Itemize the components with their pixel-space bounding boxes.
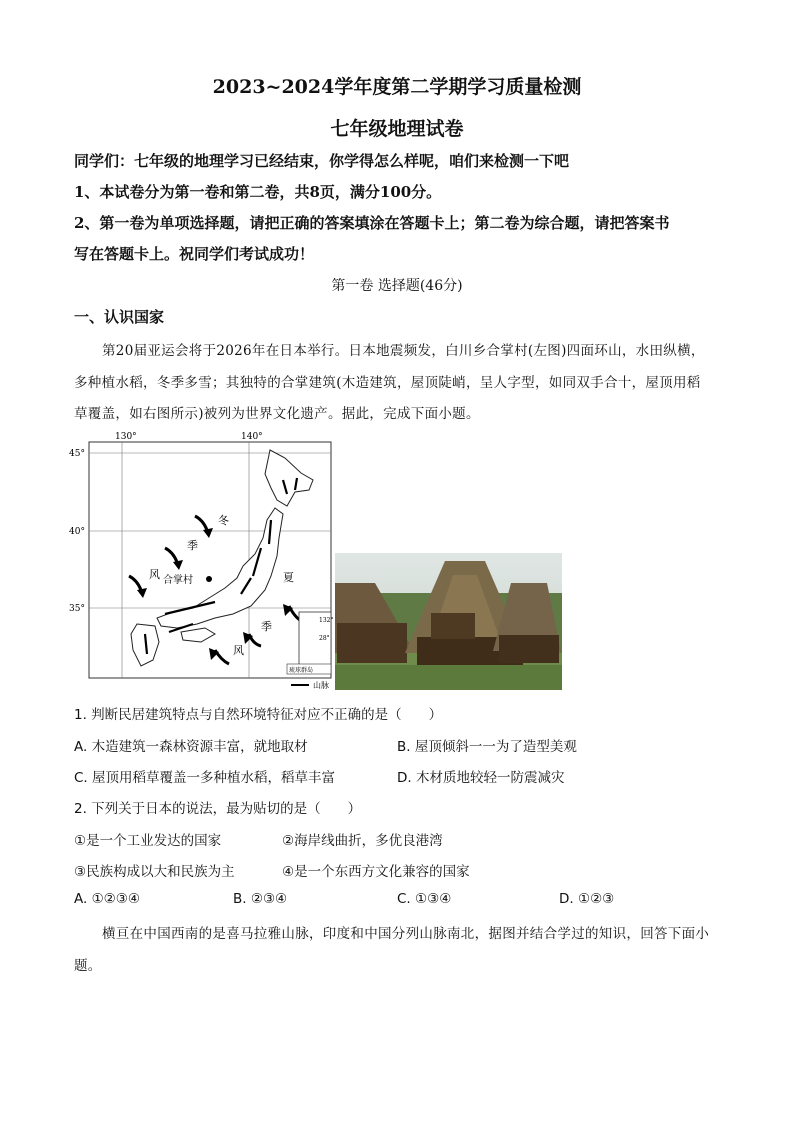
wind-label-winter-1: 冬 [218,514,229,527]
question-2-stem: 2. 下列关于日本的说法，最为贴切的是（ ） [74,801,362,817]
question-2-option-c[interactable]: C. ①③④ [397,891,452,907]
inset-label-132: 132° [319,617,333,624]
intro-greeting: 同学们：七年级的地理学习已经结束，你学得怎么样呢，咱们来检测一下吧 [74,152,570,170]
wind-label-summer-2: 季 [261,620,272,633]
legend-mountain-label: 山脉 [313,681,329,690]
wind-label-summer-3: 风 [233,644,244,657]
wind-label-summer-1: 夏 [283,571,294,584]
question-1-stem: 1. 判断民居建筑特点与自然环境特征对应不正确的是（ ） [74,707,443,723]
exam-subtitle: 七年级地理试卷 [330,118,464,140]
intro-note-1: 1、本试卷分为第一卷和第二卷，共8页，满分100分。 [74,183,442,201]
lon-label-130: 130° [115,432,137,442]
inset-label-28: 28° [319,635,330,642]
passage-1-line-3: 草覆盖，如右图所示)被列为世界文化遗产。据此，完成下面小题。 [74,406,480,422]
passage-1-line-2: 多种植水稻，冬季多雪；其独特的合掌建筑(木造建筑，屋顶陡峭，呈人字型，如同双手合十，屋顶用稻 [74,375,701,391]
passage-1-line-1: 第20届亚运会将于2026年在日本举行。日本地震频发，白川乡合掌村(左图)四面环山，水田纵横， [102,343,705,359]
question-1-option-b[interactable]: B. 屋顶倾斜一一为了造型美观 [397,739,577,755]
question-1-option-c[interactable]: C. 屋顶用稻草覆盖一多种植水稻，稻草丰富 [74,770,336,786]
part-heading: 一、认识国家 [74,308,165,326]
exam-title: 2023~2024学年度第二学期学习质量检测 [212,76,582,98]
wind-label-winter-2: 季 [187,539,198,552]
intro-note-2-line-2: 写在答题卡上。祝同学们考试成功！ [74,245,315,263]
question-1-option-a[interactable]: A. 木造建筑一森林资源丰富，就地取材 [74,739,308,755]
inset-caption: 琉球群岛 [289,667,314,674]
question-2-option-d[interactable]: D. ①②③ [559,891,615,907]
intro-note-2-line-1: 2、第一卷为单项选择题，请把正确的答案填涂在答题卡上；第二卷为综合题，请把答案书 [74,214,670,232]
question-2-option-b[interactable]: B. ②③④ [233,891,288,907]
passage-2-line-1: 横亘在中国西南的是喜马拉雅山脉，印度和中国分列山脉南北，据图并结合学过的知识，回答下面小 [102,926,710,942]
lat-label-40: 40° [69,527,85,537]
japan-map-figure [65,428,333,690]
lat-label-45: 45° [69,449,85,459]
lon-label-140: 140° [241,432,263,442]
gassho-house-photo [335,553,562,690]
lat-label-35: 35° [69,604,85,614]
question-2-statement-1: ①是一个工业发达的国家 [74,833,222,849]
question-2-statement-4: ④是一个东西方文化兼容的国家 [282,864,470,880]
passage-2-line-2: 题。 [74,958,102,974]
question-2-statement-3: ③民族构成以大和民族为主 [74,864,235,880]
wind-label-winter-3: 风 [149,568,160,581]
section-heading: 第一卷 选择题(46分) [331,278,463,294]
question-2-option-a[interactable]: A. ①②③④ [74,891,140,907]
question-1-option-d[interactable]: D. 木材质地较轻一防震减灾 [397,770,565,786]
question-2-statement-2: ②海岸线曲折，多优良港湾 [282,833,443,849]
village-point [206,576,212,582]
village-label: 合掌村 [163,575,193,586]
